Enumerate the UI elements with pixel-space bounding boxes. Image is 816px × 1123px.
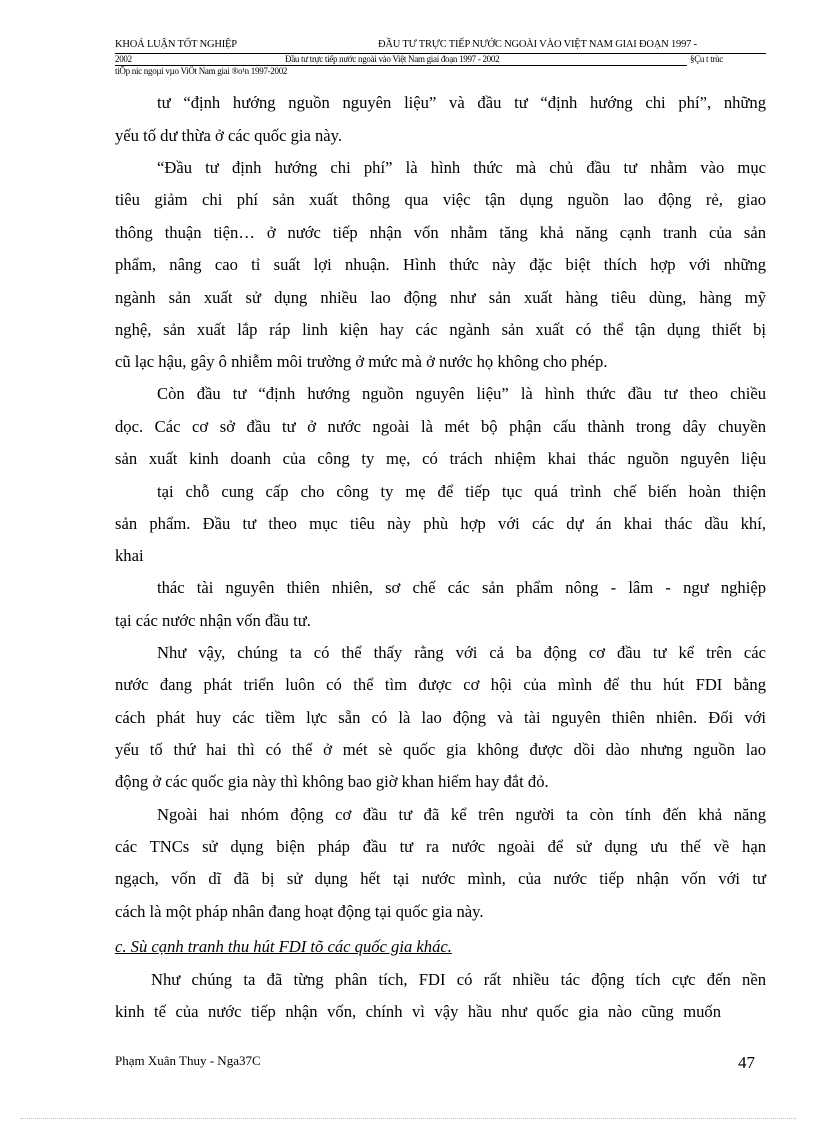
body-line: tư “định hướng nguồn nguyên liệu” và đầu tư “định hướng chi phí”, những xyxy=(157,93,766,112)
body-line: Còn đầu tư “định hướng nguồn nguyên liệu” là hình thức đầu tư theo chiều xyxy=(157,384,766,403)
body-line: Ngoài hai nhóm động cơ đầu tư đã kể trên người ta còn tính đến khả năng xyxy=(157,805,766,824)
body-line: khai xyxy=(115,546,144,565)
body-line: nước đang phát triển luôn có thể tìm được cơ hội của mình để thu hút FDI bằng xyxy=(115,675,766,694)
body-line: tại các nước nhận vốn đầu tư. xyxy=(115,611,311,630)
body-line: thông thuận tiện… ở nước tiếp nhận vốn nhằm tăng khả năng cạnh tranh của sản xyxy=(115,223,766,242)
body-line: cách là một pháp nhân đang hoạt động tại quốc gia này. xyxy=(115,902,484,921)
body-line: kinh tế của nước tiếp nhận vốn, chính vì vậy hầu như quốc gia nào cũng muốn xyxy=(115,1002,721,1021)
section-heading: c. Sù cạnh tranh thu hút FDI tõ các quốc gia khác. xyxy=(115,937,452,956)
body-line: cũ lạc hậu, gây ô nhiễm môi trường ở mức mà ở nước họ không cho phép. xyxy=(115,352,608,371)
body-line: phẩm, nâng cao tỉ suất lợi nhuận. Hình thức này đặc biệt thích hợp với những xyxy=(115,255,766,274)
body-line: “Đầu tư định hướng chi phí” là hình thức mà chủ đầu tư nhằm vào mục xyxy=(157,158,766,177)
body-line: Như vậy, chúng ta có thể thấy rằng với cả ba động cơ đầu tư kể trên các xyxy=(157,643,766,662)
body-line: cách phát huy các tiềm lực sẵn có là lao động và tài nguyên thiên nhiên. Đối với xyxy=(115,708,766,727)
body-line: nghệ, sản xuất lắp ráp linh kiện hay các ngành sản xuất có thể tận dụng thiết bị xyxy=(115,320,766,339)
body-line: Như chúng ta đã từng phân tích, FDI có rất nhiều tác động tích cực đến nền xyxy=(151,970,766,989)
header-left: KHOÁ LUẬN TỐT NGHIỆP xyxy=(115,39,237,50)
header-sub-center: Đầu tư trực tiếp nước ngoài vào Việt Nam giai đoạn 1997 - 2002 xyxy=(285,54,500,64)
header-right: ĐẦU TƯ TRỰC TIẾP NƯỚC NGOÀI VÀO VIỆT NAM GIAI ĐOẠN 1997 - xyxy=(378,39,697,50)
footer-author: Phạm Xuân Thuy - Nga37C xyxy=(115,1053,261,1068)
body-line: yếu tố dư thừa ở các quốc gia này. xyxy=(115,126,343,145)
page-bottom-divider xyxy=(20,1118,796,1119)
header-sub-right: §Çu t trùc xyxy=(690,54,723,64)
header-sub-left: 2002 xyxy=(115,54,132,64)
body-line: tại chỗ cung cấp cho công ty mẹ để tiếp tục quá trình chế biến hoàn thiện xyxy=(157,482,766,501)
body-line: ngạch, vốn dĩ đã bị sử dụng hết tại nước mình, của nước tiếp nhận vốn với tư xyxy=(115,869,766,888)
page-number: 47 xyxy=(738,1053,755,1072)
body-line: tiêu giảm chi phí sản xuất thông qua việc tận dụng nguồn lao động rẻ, giao xyxy=(115,190,766,209)
body-line: sản xuất kinh doanh của công ty mẹ, có trách nhiệm khai thác nguồn nguyên liệu xyxy=(115,449,766,468)
body-line: ngành sản xuất sử dụng nhiều lao động như sản xuất hàng tiêu dùng, hàng mỹ xyxy=(115,288,766,307)
body-line: thác tài nguyên thiên nhiên, sơ chế các sản phẩm nông - lâm - ngư nghiệp xyxy=(157,578,766,597)
body-line: dọc. Các cơ sở đầu tư ở nước ngoài là mét bộ phận cấu thành trong dây chuyền xyxy=(115,417,766,436)
body-line: yếu tố thứ hai thì có thể ở mét sè quốc gia không được dồi dào nhưng nguồn lao xyxy=(115,740,766,759)
body-line: động ở các quốc gia này thì không bao giờ khan hiếm hay đắt đỏ. xyxy=(115,772,549,791)
body-line: các TNCs sử dụng biện pháp đầu tư ra nước ngoài để sử dụng ưu thế về hạn xyxy=(115,837,766,856)
body-line: sản phẩm. Đầu tư theo mục tiêu này phù hợp với các dự án khai thác dầu khí, xyxy=(115,514,766,533)
header-sub-line2: tiÕp níc ngoµi vµo ViÖt Nam giai ®o¹n 1997-2002 xyxy=(115,66,288,76)
